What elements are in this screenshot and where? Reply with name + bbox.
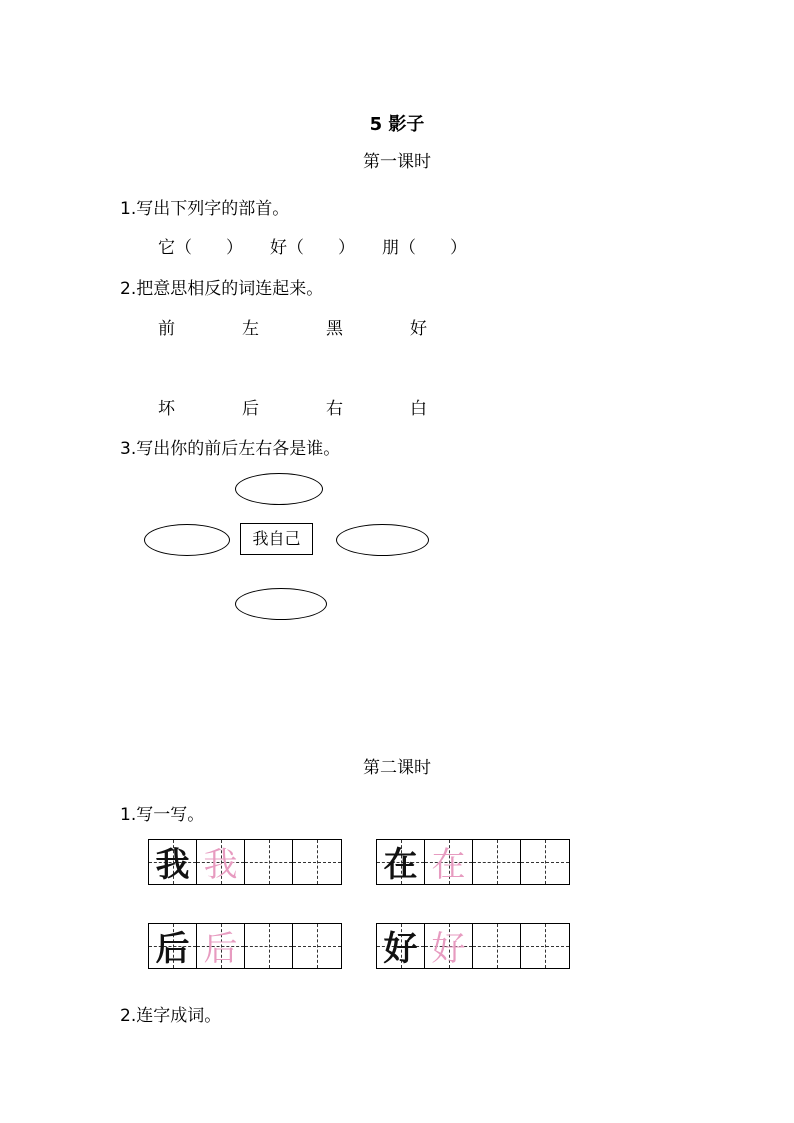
model-char: 后 [155,929,190,969]
bottom-word-1: 坏 [158,399,175,419]
question-3-prompt: 3.写出你的前后左右各是谁。 [120,439,341,459]
back-ellipse[interactable] [235,588,327,620]
bottom-word-2: 后 [242,399,259,419]
grid-cell [425,924,473,968]
radical-item-1: 它（ ） [158,238,243,258]
grid-cell[interactable] [293,924,341,968]
grid-cell [149,924,197,968]
trace-char: 在 [431,845,466,885]
top-word-4: 好 [410,319,427,339]
bottom-word-4: 白 [410,399,427,419]
question-1-prompt: 1.写出下列字的部首。 [120,199,290,219]
top-word-1: 前 [158,319,175,339]
grid-cell[interactable] [521,924,569,968]
grid-cell[interactable] [473,840,521,884]
writing-grid-3 [148,923,342,969]
grid-cell [149,840,197,884]
top-word-3: 黑 [326,319,343,339]
trace-char: 后 [203,929,238,969]
grid-cell[interactable] [245,924,293,968]
grid-cell[interactable] [245,840,293,884]
writing-grid-4 [376,923,570,969]
radical-item-2: 好（ ） [270,238,355,258]
trace-char: 我 [203,845,238,885]
right-ellipse[interactable] [336,524,429,556]
model-char: 在 [383,845,418,885]
writing-prompt: 1.写一写。 [120,805,205,825]
writing-grid-1 [148,839,342,885]
top-word-2: 左 [242,319,259,339]
grid-cell[interactable] [473,924,521,968]
self-box: 我自己 [240,523,313,555]
model-char: 好 [383,929,418,969]
word-building-prompt: 2.连字成词。 [120,1006,222,1026]
grid-cell [377,924,425,968]
grid-cell [197,840,245,884]
radical-item-3: 朋（ ） [382,238,467,258]
lesson2-heading: 第二课时 [363,758,431,778]
writing-grid-2 [376,839,570,885]
bottom-word-3: 右 [326,399,343,419]
front-ellipse[interactable] [235,473,323,505]
question-2-prompt: 2.把意思相反的词连起来。 [120,279,324,299]
grid-cell [377,840,425,884]
model-char: 我 [155,845,190,885]
left-ellipse[interactable] [144,524,230,556]
page-title: 5 影子 [369,114,425,135]
lesson1-heading: 第一课时 [363,152,431,172]
trace-char: 好 [431,929,466,969]
grid-cell [425,840,473,884]
grid-cell[interactable] [521,840,569,884]
grid-cell [197,924,245,968]
grid-cell[interactable] [293,840,341,884]
